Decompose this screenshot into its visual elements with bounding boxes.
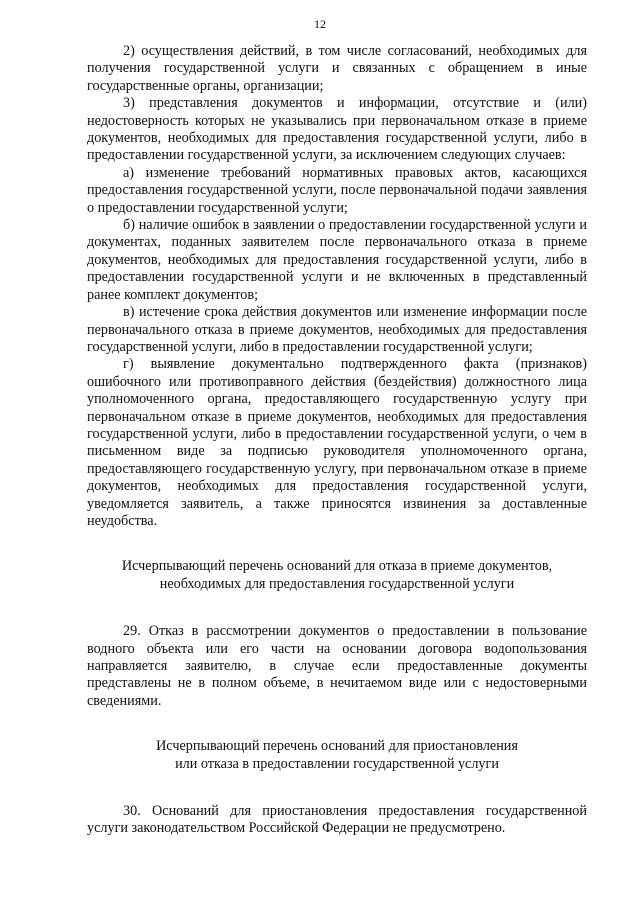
section-heading-line: или отказа в предоставлении государственной услуги <box>175 755 499 772</box>
section-heading-line: Исчерпывающий перечень оснований для приостановления <box>156 738 518 755</box>
paragraph-subitem-a: а) изменение требований нормативных правовых актов, касающихся предоставления государственной услуги, после первоначальной подачи заявления о предоставлении государственной услуги; <box>87 164 587 216</box>
document-body <box>87 43 587 838</box>
paragraph-subitem-g: г) выявление документально подтвержденного факта (признаков) ошибочного или противоправного действия (бездействия) должностного лица уполномоченного органа, предоставляющего государственную услугу при первоначальном отказе в приеме документов, необходимых для предоставления государственной услуги, либо в предоставлении государственной услуги, о чем в письменном виде за подписью руководителя уполномоченного органа, предоставляющего государственную услугу, при первоначальном отказе в приеме документов, необходимых для предоставления государственной услуги, уведомляется заявитель, а также приносятся извинения за доставленные неудобства. <box>87 356 587 529</box>
paragraph-subitem-b: б) наличие ошибок в заявлении о предоставлении государственной услуги и документах, поданных заявителем после первоначального отказа в приеме документов, необходимых для предоставления государственной услуги, либо в предоставлении государственной услуги и не включенных в представленный ранее комплект документов; <box>87 217 587 303</box>
section-heading-line: необходимых для предоставления государственной услуги <box>159 575 515 592</box>
paragraph-item-3: 3) представления документов и информации, отсутствие и (или) недостоверность которых не указывались при первоначальном отказе в приеме документов, необходимых для предоставления государственной услуги, либо в предоставлении государственной услуги, за исключением следующих случаев: <box>87 95 587 164</box>
paragraph-30: 30. Оснований для приостановления предоставления государственной услуги законодательством Российской Федерации не предусмотрено. <box>87 803 587 837</box>
paragraph-29: 29. Отказ в рассмотрении документов о предоставлении в пользование водного объекта или его части на основании договора водопользования направляется заявителю, в случае если предоставленные документы представлены не в полном объеме, в нечитаемом виде или с недостоверными сведениями. <box>87 623 587 709</box>
page-number: 12 <box>314 17 326 31</box>
paragraph-item-2: 2) осуществления действий, в том числе согласований, необходимых для получения государственной услуги и связанных с обращением в иные государственные органы, организации; <box>87 43 587 94</box>
paragraph-subitem-v: в) истечение срока действия документов или изменение информации после первоначального отказа в приеме документов, необходимых для предоставления государственной услуги, либо в предоставлении государственной услуги; <box>87 304 587 355</box>
section-heading-suspension-grounds <box>87 738 587 773</box>
section-heading-refusal-grounds <box>87 558 587 593</box>
section-heading-line: Исчерпывающий перечень оснований для отказа в приеме документов, <box>121 558 553 575</box>
